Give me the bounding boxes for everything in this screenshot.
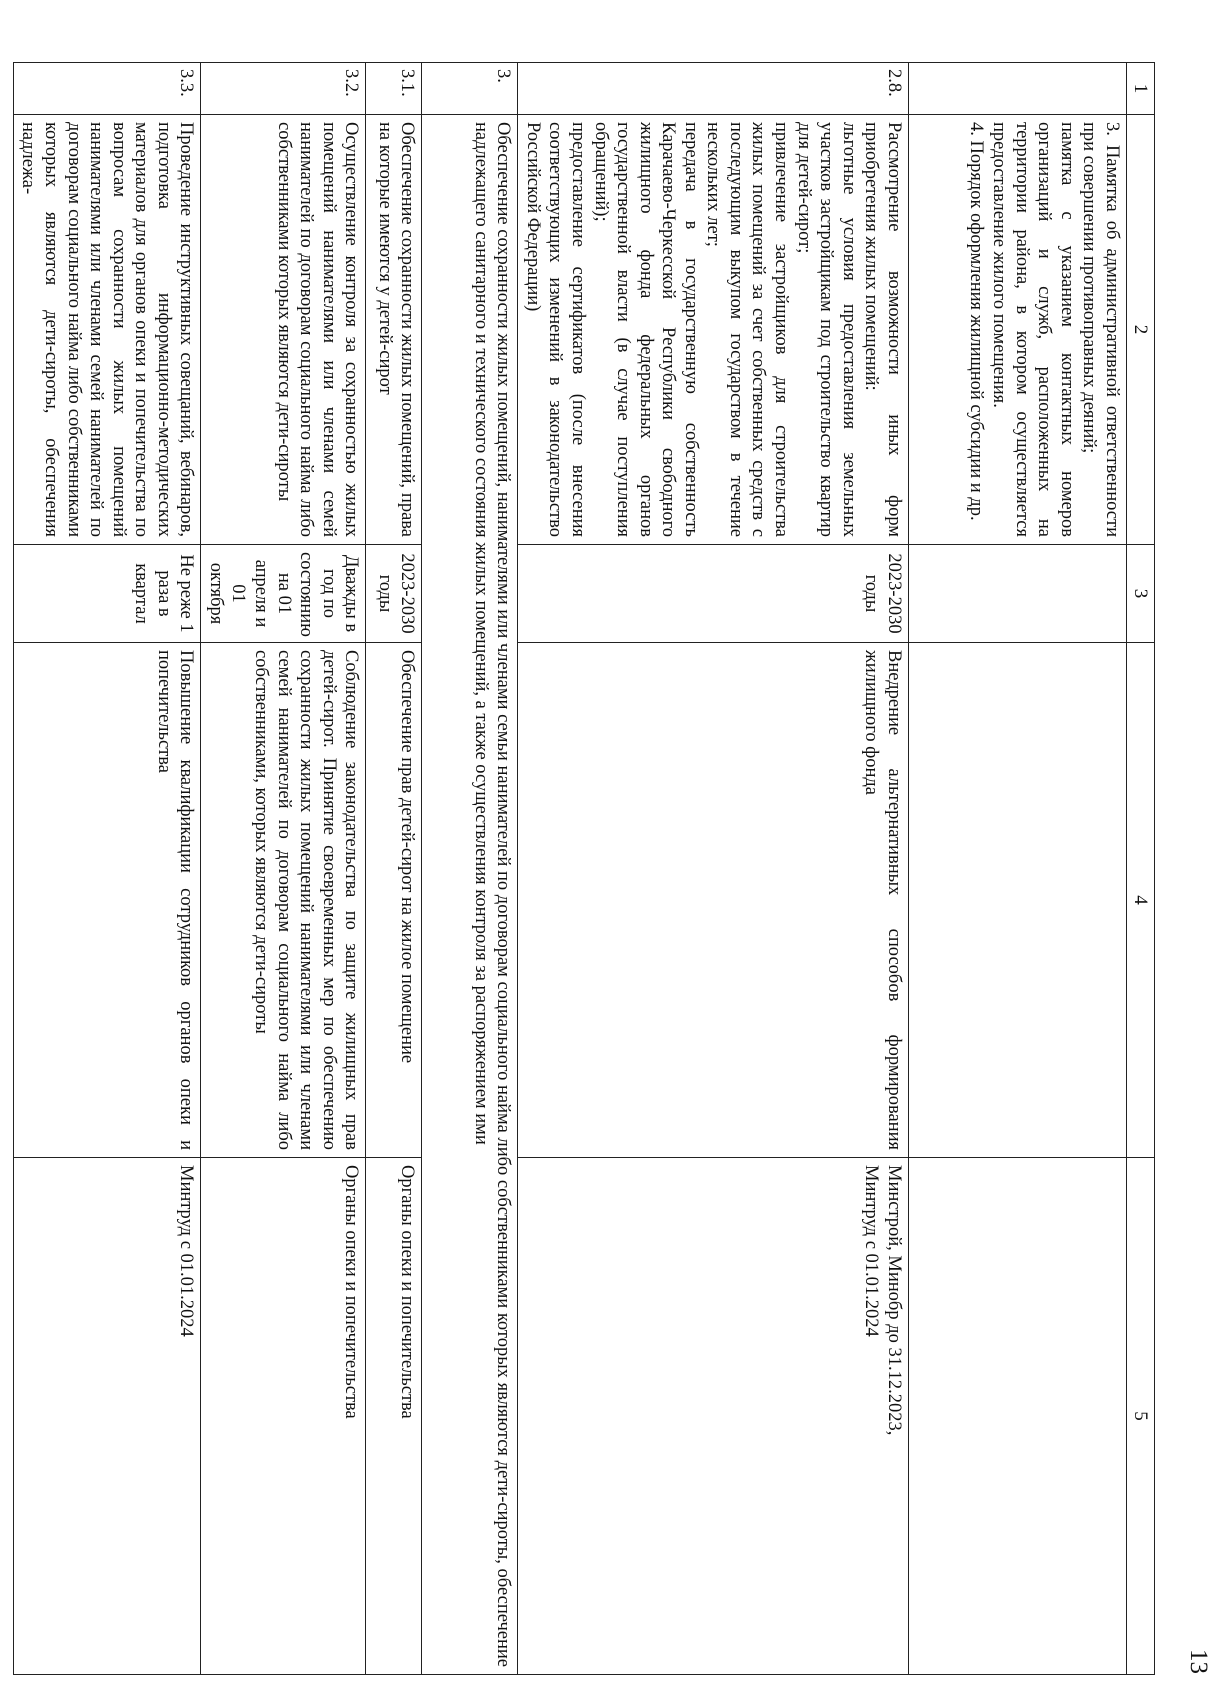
measure-line: Рассмотрение возможности иных форм приобретения жилых помещений: xyxy=(861,122,904,537)
responsible-cell xyxy=(518,1158,909,1675)
period-cell xyxy=(908,545,1126,643)
period-cell: Дважды в год по состоянию на 01 апреля и 01 октября xyxy=(201,545,366,643)
table-row xyxy=(13,63,201,1675)
measure-line: предоставление сертификатов (после внесения соответствующих изменений в законодательство Российской Федерации) xyxy=(522,122,588,537)
row-number: 3.3. xyxy=(13,63,201,115)
result-cell: Внедрение альтернативных способов формирования жилищного фонда xyxy=(518,643,909,1158)
responsible-cell: Органы опеки и попечительства xyxy=(366,1158,422,1675)
result-cell: Повышение квалификации сотрудников органов опеки и попечительства xyxy=(13,643,201,1158)
header-cell-3: 3 xyxy=(1126,545,1154,643)
document-page xyxy=(18,62,1212,1674)
responsible-line: Минстрой, Минобр до 31.12.2023, xyxy=(883,1165,904,1436)
section-row xyxy=(422,63,518,1675)
responsible-cell: Органы опеки и попечительства xyxy=(201,1158,366,1675)
row-number: 2.8. xyxy=(518,63,909,115)
measure-cell xyxy=(908,115,1126,545)
section-title: Обеспечение сохранности жилых помещений, нанимателями или членами семьи нанимателей по договорам социального найма либо собственниками которых являются дети-сироты, обеспечение надлежащего санитарного и технического состояния жилых помещений, а также осуществления контроля за распоряжением ими xyxy=(422,115,518,1675)
result-cell: Обеспечение прав детей-сирот на жилое помещение xyxy=(366,643,422,1158)
header-cell-2: 2 xyxy=(1126,115,1154,545)
responsible-cell: Минтруд с 01.01.2024 xyxy=(13,1158,201,1675)
row-number: 3.1. xyxy=(366,63,422,115)
period-cell: 2023-2030 годы xyxy=(366,545,422,643)
table-row xyxy=(908,63,1126,1675)
measure-line: привлечение застройщиков для строительства жилых помещений за счет собственных средств с последующим выкупом государством в течение нескольких лет; xyxy=(703,122,792,537)
measure-line: 3. Памятка об административной ответственности при совершении противоправных деяний; xyxy=(1079,122,1122,537)
header-row xyxy=(1126,63,1154,1675)
measure-line: льготные условия предоставления земельных участков застройщикам под строительство квартир для детей-сирот; xyxy=(793,122,859,537)
measure-cell: Проведение инструктивных совещаний, вебинаров, подготовка информационно-методических материалов для органов опеки и попечительства по вопросам сохранности жилых помещений нанимателями или членами семей нанимателей по договорам социального найма либо собственниками которых являются дети-сироты, обеспечения надлежа- xyxy=(13,115,201,545)
measure-line: 4. Порядок оформления жилищной субсидии и др. xyxy=(966,122,987,521)
result-cell: Соблюдение законодательства по защите жилищных прав детей-сирот. Принятие своевременных мер по обеспечению сохранности жилых помещений нанимателями или членами семей нанимателей по договорам социального найма либо собственниками, которых являются дети-сироты xyxy=(201,643,366,1158)
responsible-line: Минтруд с 01.01.2024 xyxy=(861,1165,882,1337)
measure-line: передача в государственную собственность Карачаево-Черкесской Республики свободного жилищного фонда федеральных органов государственной власти (в случае поступления обращений); xyxy=(590,122,701,537)
table-row xyxy=(366,63,422,1675)
row-number xyxy=(908,63,1126,115)
period-cell: Не реже 1 раза в квартал xyxy=(13,545,201,643)
measure-cell: Обеспечение сохранности жилых помещений, права на которые имеются у детей-сирот xyxy=(366,115,422,545)
responsible-cell xyxy=(908,1158,1126,1675)
measure-line: памятка с указанием контактных номеров организаций и служб, расположенных на территории района, в котором осуществляется предоставление жилого помещения. xyxy=(989,122,1077,537)
header-cell-5: 5 xyxy=(1126,1158,1154,1675)
measure-cell: Осуществление контроля за сохранностью жилых помещений нанимателями или членами семей нанимателей по договорам социального найма либо собственниками которых являются дети-сироты xyxy=(201,115,366,545)
table-row xyxy=(518,63,909,1675)
section-number: 3. xyxy=(422,63,518,115)
page-number: 13 xyxy=(1185,1649,1212,1674)
measures-table xyxy=(13,62,1155,1675)
header-cell-4: 4 xyxy=(1126,643,1154,1158)
table-row xyxy=(201,63,366,1675)
header-cell-1: 1 xyxy=(1126,63,1154,115)
measure-cell xyxy=(518,115,909,545)
result-cell xyxy=(908,643,1126,1158)
row-number: 3.2. xyxy=(201,63,366,115)
period-cell: 2023-2030 годы xyxy=(518,545,909,643)
